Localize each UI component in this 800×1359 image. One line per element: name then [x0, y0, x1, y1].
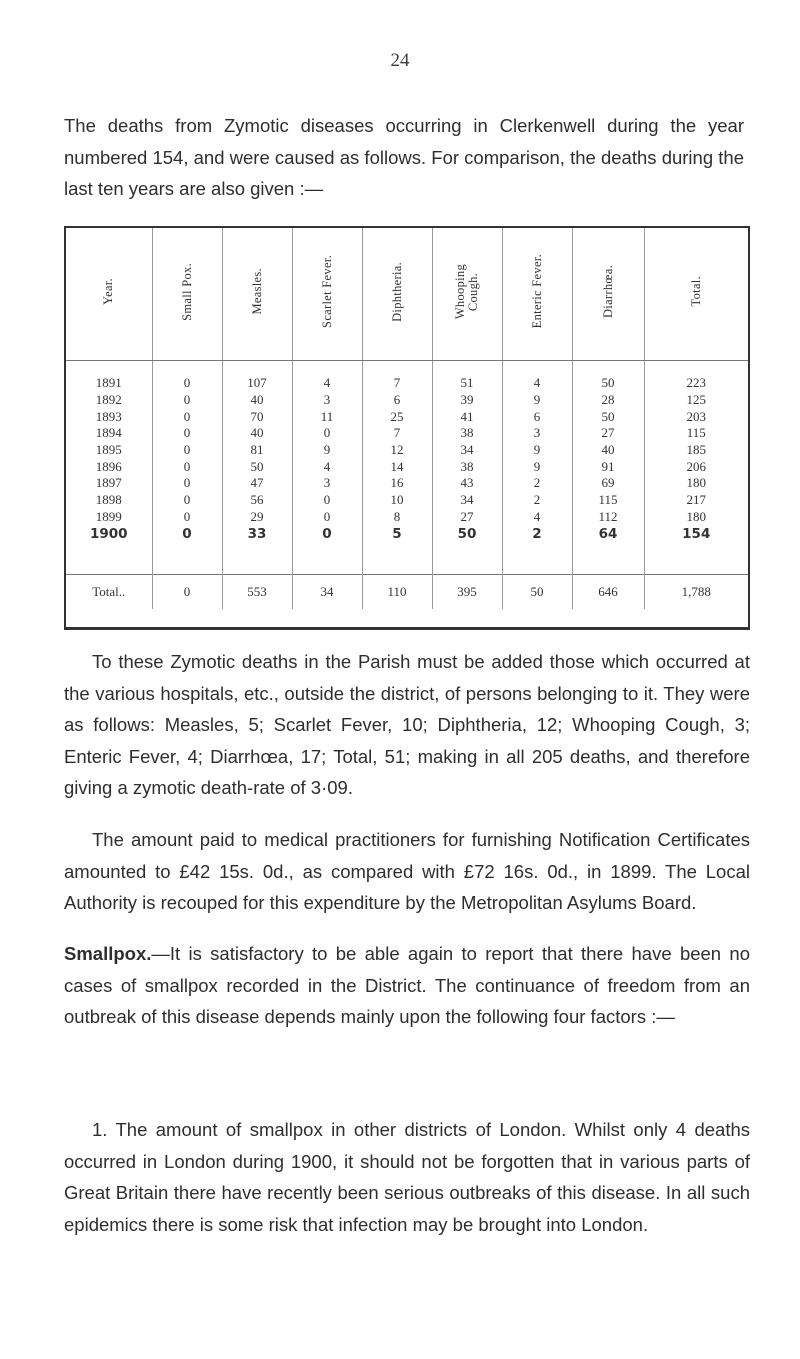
table-cell: 6 — [362, 392, 432, 409]
table-cell: 0 — [292, 525, 362, 550]
table-cell: 29 — [222, 509, 292, 526]
table-cell: 27 — [432, 509, 502, 526]
table-cell: 41 — [432, 408, 502, 425]
column-header — [66, 228, 152, 361]
table-spacer-row — [66, 550, 748, 575]
table-cell: 0 — [152, 392, 222, 409]
table-cell: 1893 — [95, 408, 122, 424]
table-cell: 7 — [362, 361, 432, 392]
table-row — [66, 458, 748, 475]
table-cell: 43 — [432, 475, 502, 492]
table-cell: 0 — [292, 492, 362, 509]
table-cell: 107 — [222, 361, 292, 392]
table-cell: 9 — [502, 458, 572, 475]
table-row — [66, 392, 748, 409]
table-cell: 185 — [644, 442, 748, 459]
table-cell: 50 — [572, 408, 644, 425]
spacer-cell — [644, 550, 748, 575]
table-cell: 125 — [644, 392, 748, 409]
table-cell: 69 — [572, 475, 644, 492]
table-cell: 1900 — [89, 525, 128, 542]
spacer-cell — [362, 550, 432, 575]
table-cell: 0 — [152, 458, 222, 475]
table-cell: 9 — [502, 392, 572, 409]
table-cell: 70 — [222, 408, 292, 425]
table-cell: 81 — [222, 442, 292, 459]
table-cell: 0 — [152, 425, 222, 442]
total-cell: 395 — [432, 574, 502, 609]
table-cell: 4 — [292, 361, 362, 392]
table-cell: 10 — [362, 492, 432, 509]
table-cell: 34 — [432, 492, 502, 509]
column-header-label: Total. — [688, 276, 703, 307]
column-header-label: Diarrhœa. — [600, 264, 615, 319]
table-cell: 6 — [502, 408, 572, 425]
table-cell: 0 — [152, 361, 222, 392]
table-cell: 40 — [572, 442, 644, 459]
table-cell: 7 — [362, 425, 432, 442]
table-cell: 180 — [644, 509, 748, 526]
table-cell: 1898 — [95, 492, 122, 508]
column-header-label: Diphtheria. — [389, 261, 404, 322]
table-row — [66, 408, 748, 425]
column-header-label: Enteric Fever. — [529, 254, 544, 329]
spacer-cell — [222, 550, 292, 575]
table-cell: 1894 — [95, 425, 122, 441]
table-cell: 4 — [502, 509, 572, 526]
intro-paragraph: The deaths from Zymotic diseases occurring in Clerkenwell during the year numbered 154, and were caused as follows. For comparison, the deaths during the last ten years are also given :— — [64, 115, 744, 199]
column-header-label: Whooping Cough. — [453, 263, 480, 320]
factor-one-paragraph: 1. The amount of smallpox in other districts of London. Whilst only 4 deaths occurred in London during 1900, it should not be forgotten that in various parts of Great Britain there have recently been serious outbreaks of this disease. In all such epidemics there is some risk that infection may be brought into London. — [64, 1119, 750, 1235]
table-cell: 1896 — [95, 458, 122, 474]
table-cell: 206 — [644, 458, 748, 475]
table-cell: 34 — [432, 442, 502, 459]
table-row — [66, 475, 748, 492]
column-header — [502, 228, 572, 361]
spacer-cell — [66, 550, 152, 575]
total-cell: 110 — [362, 574, 432, 609]
column-header-label: Year. — [101, 278, 116, 305]
table-cell: 50 — [432, 525, 502, 550]
table-row — [66, 492, 748, 509]
total-cell: 646 — [572, 574, 644, 609]
table-cell: 0 — [152, 408, 222, 425]
total-cell: 0 — [152, 574, 222, 609]
page-number: 24 — [390, 50, 410, 71]
table-cell: 1899 — [95, 508, 122, 524]
notification-paragraph: The amount paid to medical practitioners for furnishing Notification Certificates amounted to £42 15s. 0d., as compared with £72 16s. 0d., in 1899. The Local Authority is recouped for this expenditure by the Metropolitan Asylums Board. — [64, 829, 750, 913]
column-header — [292, 228, 362, 361]
table-cell: 3 — [292, 392, 362, 409]
table-cell: 50 — [572, 361, 644, 392]
column-header — [362, 228, 432, 361]
table-cell: 1891 — [95, 375, 122, 391]
table-row — [66, 425, 748, 442]
table-cell: 217 — [644, 492, 748, 509]
table-cell: 40 — [222, 392, 292, 409]
column-header — [644, 228, 748, 361]
table-cell: 3 — [292, 475, 362, 492]
column-header — [572, 228, 644, 361]
table-cell: 38 — [432, 425, 502, 442]
hospital-deaths-paragraph: To these Zymotic deaths in the Parish must be added those which occurred at the various hospitals, etc., outside the district, of persons belonging to it. They were as follows: Measles, 5; Scarlet Fever, 10; Diphtheria, 12; Whooping Cough, 3; Enteric Fever, 4; Diarrhœa, 17; Total, 51; making in all 205 deaths, and therefore giving a zymotic death-rate of 3·09. — [64, 651, 750, 798]
column-header — [222, 228, 292, 361]
column-header — [152, 228, 222, 361]
table-row — [66, 361, 748, 392]
table-cell: 25 — [362, 408, 432, 425]
table-cell: 0 — [152, 475, 222, 492]
table-header-row — [66, 228, 748, 361]
table-cell: 0 — [152, 442, 222, 459]
table-row — [66, 442, 748, 459]
table-cell: 64 — [572, 525, 644, 550]
spacer-cell — [292, 550, 362, 575]
table-cell: 0 — [152, 509, 222, 526]
table-cell: 47 — [222, 475, 292, 492]
total-cell: 1,788 — [644, 574, 748, 609]
column-header — [432, 228, 502, 361]
table-cell: 180 — [644, 475, 748, 492]
table-cell: 0 — [292, 425, 362, 442]
table-cell: 39 — [432, 392, 502, 409]
spacer-cell — [152, 550, 222, 575]
table-cell: 91 — [572, 458, 644, 475]
table-row — [66, 525, 748, 550]
table-cell: 2 — [502, 492, 572, 509]
table-cell: 51 — [432, 361, 502, 392]
table-cell: 33 — [222, 525, 292, 550]
table-cell: 50 — [222, 458, 292, 475]
table-cell: 3 — [502, 425, 572, 442]
column-header-label: Scarlet Fever. — [319, 255, 334, 328]
total-cell: 553 — [222, 574, 292, 609]
table-cell: 4 — [292, 458, 362, 475]
total-cell: Total.. — [66, 574, 152, 609]
table-cell: 8 — [362, 509, 432, 526]
table-cell: 203 — [644, 408, 748, 425]
spacer-cell — [572, 550, 644, 575]
column-header-label: Small Pox. — [179, 262, 194, 321]
smallpox-body: —It is satisfactory to be able again to report that there have been no cases of smallpox recorded in the District. The continuance of freedom from an outbreak of this disease depends mainly upon the following four factors :— — [64, 943, 750, 1027]
table-cell: 0 — [152, 492, 222, 509]
table-cell: 115 — [572, 492, 644, 509]
table-cell: 27 — [572, 425, 644, 442]
table-cell: 1895 — [95, 442, 122, 458]
table-cell: 38 — [432, 458, 502, 475]
table-cell: 16 — [362, 475, 432, 492]
table-cell: 112 — [572, 509, 644, 526]
table-cell: 9 — [292, 442, 362, 459]
table-row — [66, 509, 748, 526]
table-cell: 11 — [292, 408, 362, 425]
table-cell: 4 — [502, 361, 572, 392]
table-cell: 5 — [362, 525, 432, 550]
table-cell: 56 — [222, 492, 292, 509]
table-cell: 0 — [152, 525, 222, 550]
table-body — [66, 361, 748, 609]
total-cell: 34 — [292, 574, 362, 609]
table-cell: 0 — [292, 509, 362, 526]
column-header-label: Measles. — [249, 268, 264, 315]
spacer-cell — [432, 550, 502, 575]
table-cell: 40 — [222, 425, 292, 442]
smallpox-paragraph — [64, 938, 750, 1033]
table-total-row — [66, 574, 748, 609]
smallpox-heading: Smallpox. — [64, 943, 152, 964]
table-cell: 28 — [572, 392, 644, 409]
table-cell: 12 — [362, 442, 432, 459]
table-cell: 1897 — [95, 475, 122, 491]
spacer-cell — [502, 550, 572, 575]
table-cell: 115 — [644, 425, 748, 442]
table-cell: 2 — [502, 475, 572, 492]
total-cell: 50 — [502, 574, 572, 609]
table-cell: 9 — [502, 442, 572, 459]
table-cell: 1892 — [95, 392, 122, 408]
zymotic-deaths-table — [64, 226, 750, 630]
table-cell: 223 — [644, 361, 748, 392]
table-cell: 154 — [644, 525, 748, 550]
table-cell: 2 — [502, 525, 572, 550]
table-cell: 14 — [362, 458, 432, 475]
